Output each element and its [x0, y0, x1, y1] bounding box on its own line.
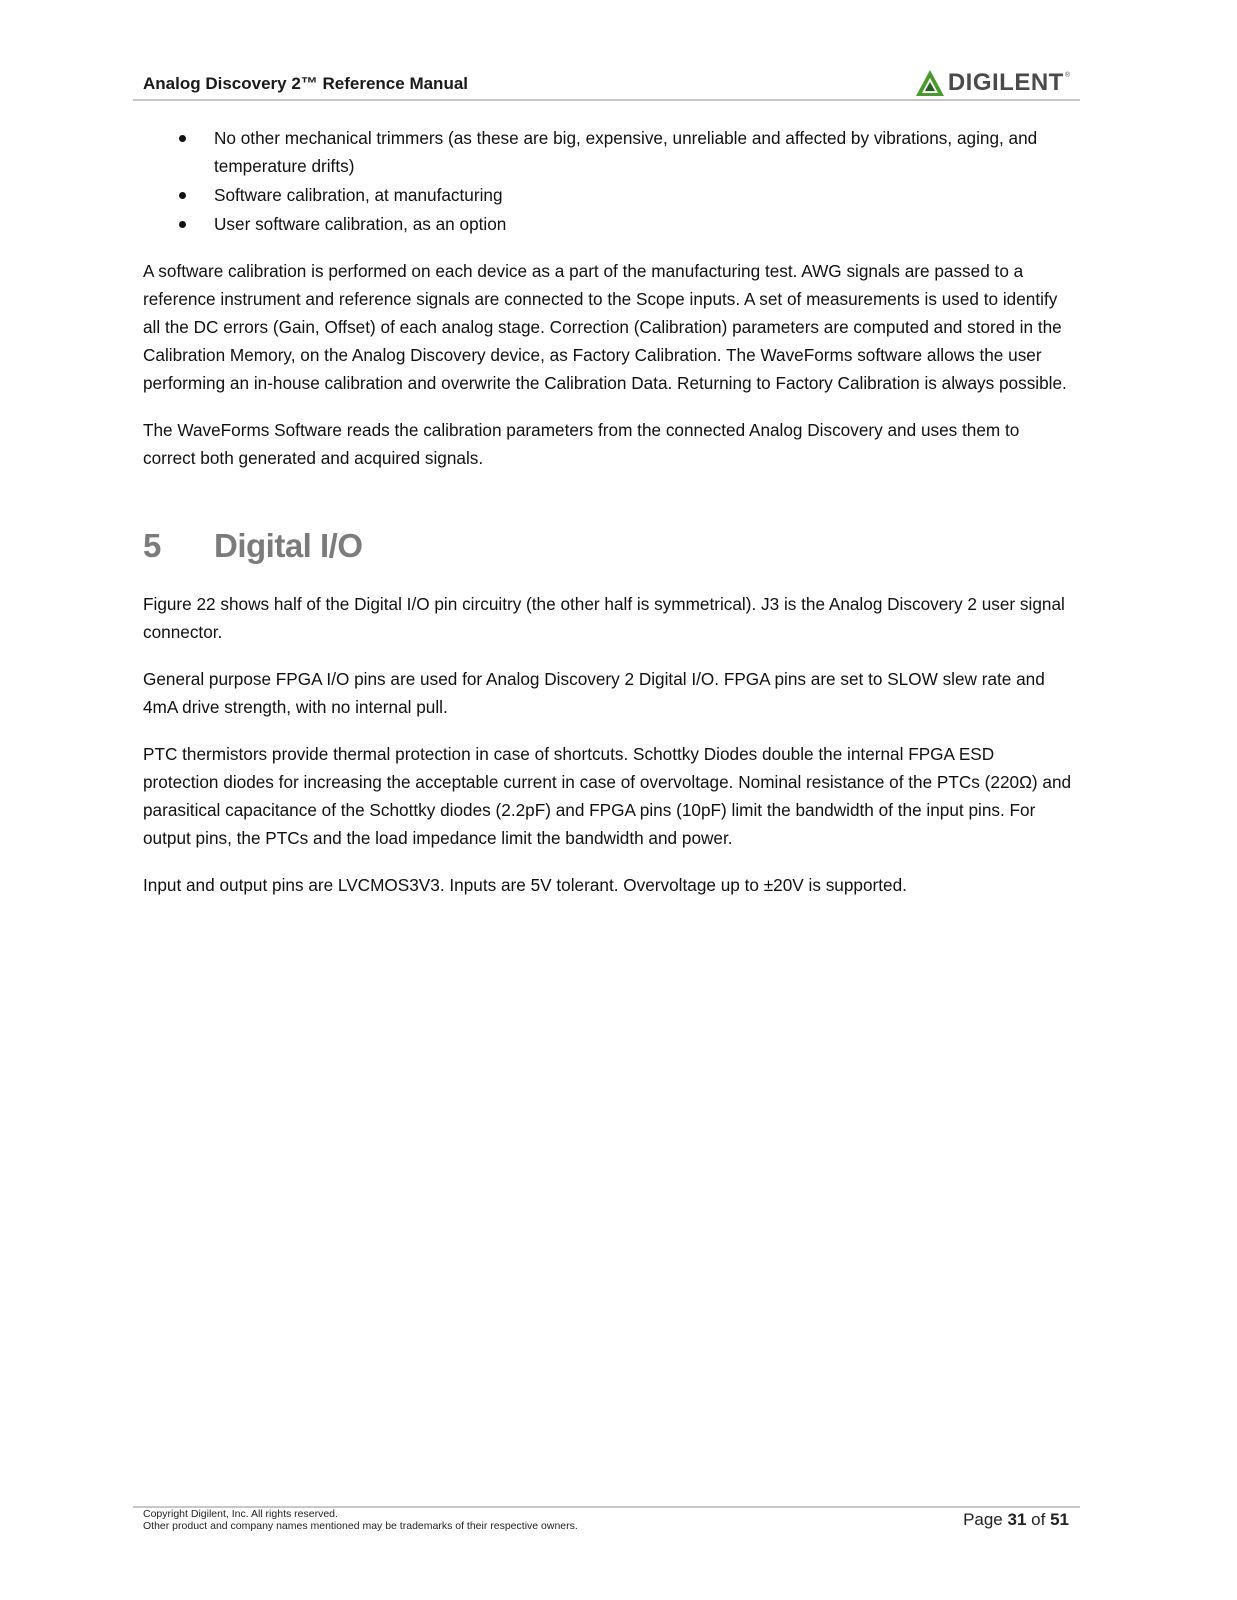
list-item	[143, 181, 1073, 209]
logo-wordmark: DIGILENT	[947, 69, 1064, 96]
page-number	[963, 1510, 1069, 1530]
page-current: 31	[1007, 1510, 1027, 1529]
list-item-text: Software calibration, at manufacturing	[214, 185, 503, 205]
header-divider	[133, 99, 1080, 101]
bullet-icon	[179, 135, 186, 142]
bullet-list	[143, 124, 1073, 238]
document-title: Analog Discovery 2™ Reference Manual	[143, 74, 469, 93]
bullet-icon	[179, 192, 186, 199]
protection-paragraph: PTC thermistors provide thermal protection in case of shortcuts. Schottky Diodes double the internal FPGA ESD protection diodes for increasing the acceptable current in case of overvoltage. Nominal resistance of the PTCs (220Ω) and parasitical capacitance of the Schottky diodes (2.2pF) and FPGA pins (10pF) limit the bandwidth of the input pins. For output pins, the PTCs and the load impedance limit the bandwidth and power.	[143, 744, 1072, 848]
footer-legal	[143, 1508, 578, 1532]
bullet-icon	[179, 221, 186, 228]
trademark-text: Other product and company names mentioned may be trademarks of their respective owners.	[143, 1520, 578, 1532]
page-of: of	[1031, 1510, 1046, 1529]
section-number: 5	[143, 527, 161, 564]
list-item	[143, 210, 1073, 238]
calibration-paragraph: A software calibration is performed on each device as a part of the manufacturing test. AWG signals are passed to a reference instrument and reference signals are connected to the Scope inputs. A set of measurements is used to identify all the DC errors (Gain, Offset) of each analog stage. Correction (Calibration) parameters are computed and stored in the Calibration Memory, on the Analog Discovery device, as Factory Calibration. The WaveForms software allows the user performing an in-house calibration and overwrite the Calibration Data. Returning to Factory Calibration is always possible.	[143, 261, 1067, 393]
page-body	[143, 124, 1073, 899]
voltage-levels-paragraph: Input and output pins are LVCMOS3V3. Inputs are 5V tolerant. Overvoltage up to ±20V is supported.	[143, 875, 907, 895]
waveforms-paragraph: The WaveForms Software reads the calibration parameters from the connected Analog Discovery and uses them to correct both generated and acquired signals.	[143, 420, 1020, 468]
page-header	[143, 66, 1080, 102]
fpga-pins-paragraph: General purpose FPGA I/O pins are used for Analog Discovery 2 Digital I/O. FPGA pins are set to SLOW slew rate and 4mA drive strength, with no internal pull.	[143, 669, 1045, 717]
section-heading	[143, 527, 1073, 582]
page-total: 51	[1050, 1510, 1069, 1529]
list-item	[143, 124, 1073, 180]
copyright-text: Copyright Digilent, Inc. All rights reserved.	[143, 1508, 338, 1520]
list-item-text: User software calibration, as an option	[214, 214, 507, 234]
figure-reference-paragraph: Figure 22 shows half of the Digital I/O pin circuitry (the other half is symmetrical). J3 is the Analog Discovery 2 user signal connector.	[143, 594, 1065, 642]
page-prefix: Page	[963, 1510, 1003, 1529]
digilent-triangle-icon	[915, 69, 945, 97]
digilent-logo	[915, 68, 1070, 98]
list-item-text: No other mechanical trimmers (as these are big, expensive, unreliable and affected by vibrations, aging, and temperature drifts)	[214, 128, 1038, 176]
section-title: Digital I/O	[214, 527, 363, 564]
registered-mark: ®	[1064, 72, 1070, 79]
